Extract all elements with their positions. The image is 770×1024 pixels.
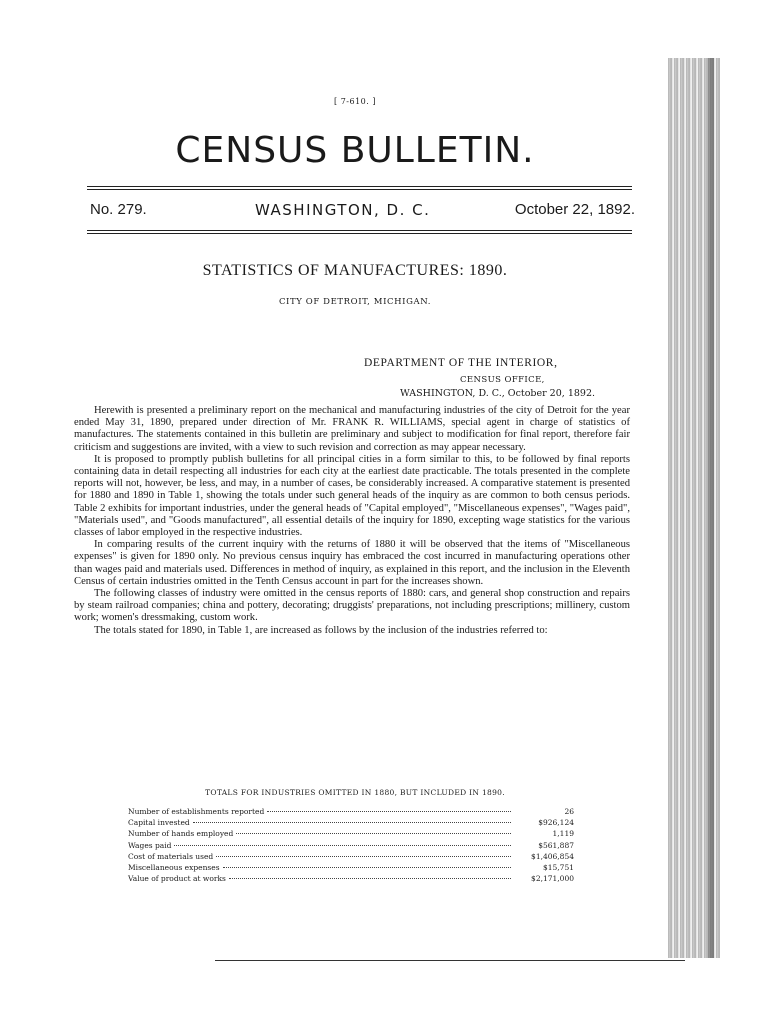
masthead	[90, 201, 635, 225]
leader-dots	[236, 833, 511, 834]
row-value: $926,124	[538, 818, 574, 828]
rule-top-thin	[87, 189, 632, 190]
bulletin-place: WASHINGTON, D. C.	[255, 201, 431, 219]
row-label: Number of establishments reported	[128, 807, 265, 816]
report-body	[74, 405, 630, 637]
leader-dots	[223, 867, 511, 868]
table-row	[128, 873, 574, 884]
bottom-rule	[215, 960, 685, 961]
row-label: Miscellaneous expenses	[128, 863, 220, 873]
row-label: Capital invested	[128, 818, 190, 828]
scanned-page-edge-dark	[708, 58, 714, 958]
row-value: $561,887	[538, 840, 574, 850]
rule-bottom-thin	[87, 233, 632, 234]
table-title: TOTALS FOR INDUSTRIES OMITTED IN 1880, BUT INCLUDED IN 1890.	[205, 788, 505, 797]
leader-dots	[193, 822, 511, 823]
table-row	[128, 817, 574, 828]
row-value: $2,171,000	[531, 874, 574, 884]
leader-dots	[174, 845, 511, 846]
table-row	[128, 840, 574, 851]
table-row	[128, 851, 574, 862]
leader-dots	[267, 811, 511, 812]
bulletin-reference: [ 7-610. ]	[334, 97, 376, 106]
paragraph: In comparing results of the current inquiry with the returns of 1880 it will be observed that the items of "Miscellaneous expenses" is given for 1890 only. No previous census inquiry has embraced the cost incurred in manufacturing operations other than wages paid and materials used. Differences in method of inquiry, as explained in this report, and the inclusion in the Eleventh Census of certain industries omitted in the Tenth Census account in part for the increases shown.	[74, 539, 630, 587]
row-value: 1,119	[552, 829, 574, 839]
letter-dateline: WASHINGTON, D. C., October 20, 1892.	[400, 388, 596, 399]
bulletin-number: No. 279.	[90, 201, 147, 218]
totals-table	[128, 806, 574, 884]
row-value: 26	[564, 807, 574, 816]
bulletin-title: CENSUS BULLETIN.	[175, 130, 535, 171]
paragraph: Herewith is presented a preliminary report on the mechanical and manufacturing industries of the city of Detroit for the year ended May 31, 1890, prepared under direction of Mr. FRANK R. WILLIAMS, special agent in charge of statistics of manufactures. The statements contained in this bulletin are preliminary and subject to modification for final report, therefore fair criticism and suggestions are invited, with a view to such revision and correction as may appear necessary.	[74, 405, 630, 453]
rule-bottom	[87, 230, 632, 231]
subject-title: STATISTICS OF MANUFACTURES: 1890.	[202, 262, 508, 279]
leader-dots	[229, 878, 511, 879]
table-row	[128, 862, 574, 873]
department-name: DEPARTMENT OF THE INTERIOR,	[364, 357, 558, 369]
leader-dots	[216, 856, 511, 857]
paragraph: It is proposed to promptly publish bulletins for all principal cities in a form similar to this, to be followed by final reports containing data in detail respecting all industries for each city at the earliest date practicable. The totals presented in the complete reports will not, however, be less, and may, in a number of cases, be considerably increased. A comparative statement is presented for 1880 and 1890 in Table 1, showing the totals under such general heads of the inquiry as are common to both census periods. Table 2 exhibits for important industries, under the general heads of "Capital employed", "Miscellaneous expenses", "Wages paid", "Materials used", and "Goods manufactured", all essential details of the inquiry for 1890, excepting wage statistics for the various classes of labor employed in the respective industries.	[74, 453, 630, 539]
bulletin-date: October 22, 1892.	[514, 201, 635, 218]
table-row	[128, 828, 574, 839]
row-label: Cost of materials used	[128, 851, 214, 861]
office-name: CENSUS OFFICE,	[460, 375, 545, 385]
row-value: $15,751	[542, 863, 574, 873]
rule-top	[87, 186, 632, 187]
row-label: Wages paid	[128, 840, 172, 850]
row-label: Value of product at works	[128, 874, 226, 884]
row-value: $1,406,854	[531, 851, 574, 861]
row-label: Number of hands employed	[128, 829, 234, 839]
subject-city: CITY OF DETROIT, MICHIGAN.	[278, 297, 432, 307]
paragraph: The totals stated for 1890, in Table 1, are increased as follows by the inclusion of the industries referred to:	[94, 624, 548, 636]
table-row	[128, 806, 574, 817]
paragraph: The following classes of industry were omitted in the census reports of 1880: cars, and general shop construction and repairs by steam railroad companies; china and pottery, decorating; druggists' preparations, not including prescriptions; millinery, custom work; women's dressmaking, custom work.	[74, 588, 630, 624]
